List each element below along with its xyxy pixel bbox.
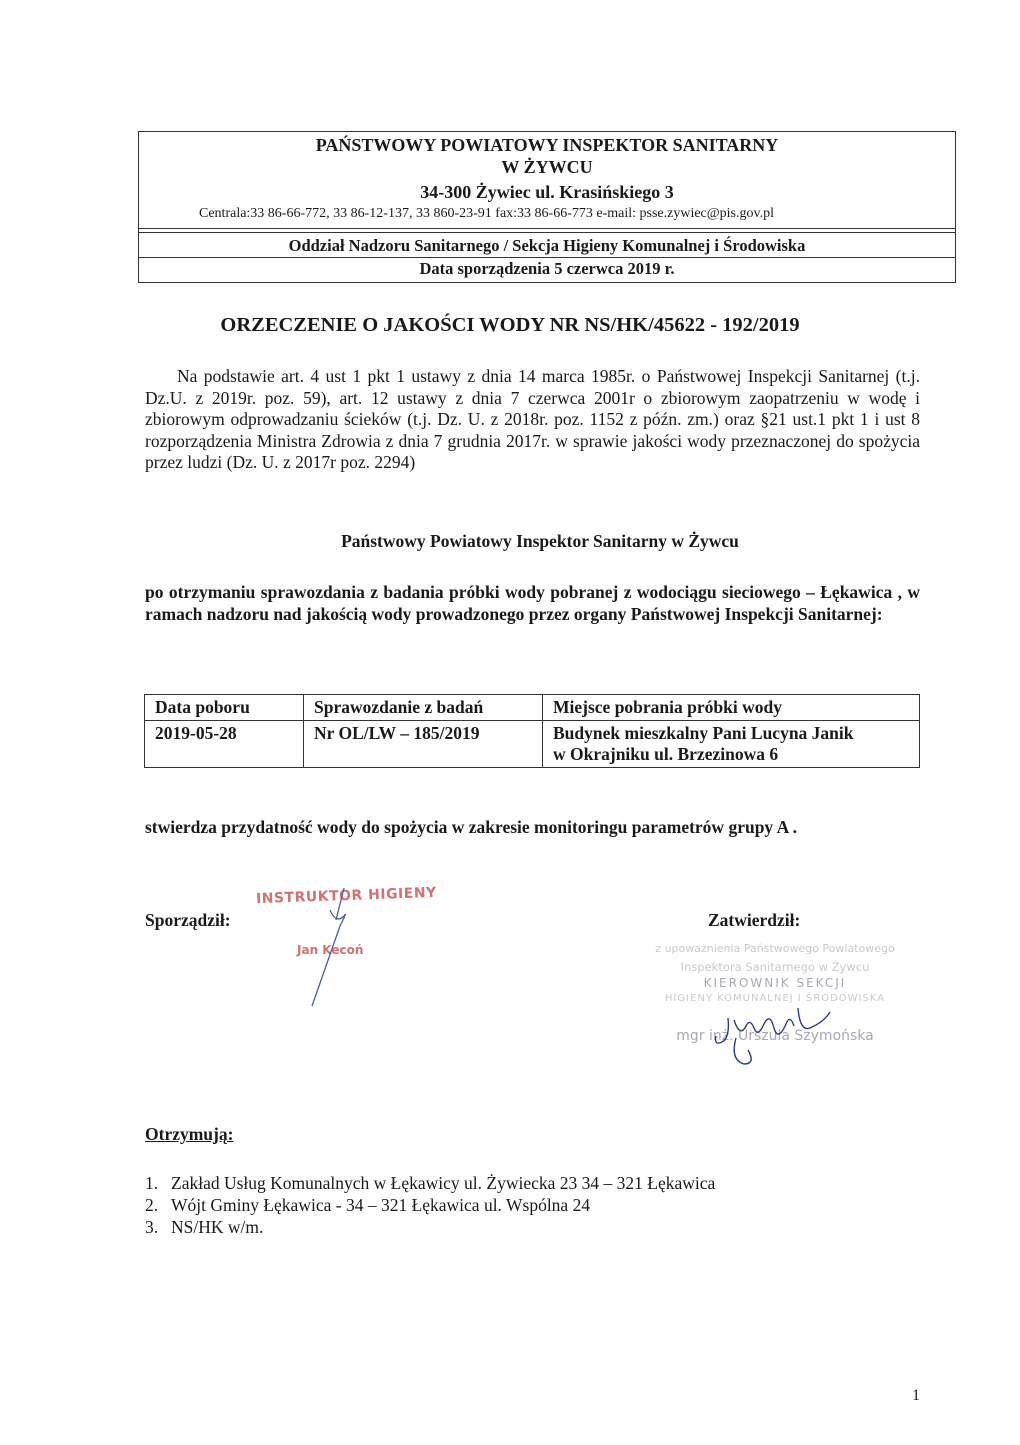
conclusion-text: stwierdza przydatność wody do spożycia w zakresie monitoringu parametrów grupy A . [145,817,798,837]
place-line-2: w Okrajniku ul. Brzezinowa 6 [553,744,779,764]
header-divider-3 [139,257,955,258]
header-sampling-date [145,695,304,721]
issuer-name: Państwowy Powiatowy Inspektor Sanitarny w Żywcu [341,531,739,551]
cell-sampling-date: 2019-05-28 [145,721,304,768]
document-title: ORZECZENIE O JAKOŚCI WODY NR NS/HK/45622 - 192/2019 [220,314,800,336]
stamp-right-line2: Inspektora Sanitarnego w Żywcu [680,960,870,974]
prepared-by-label: Sporządził: [145,910,231,930]
stamp-right-line5: mgr inż. Urszula Szymońska [676,1028,874,1044]
recipient-text: Wójt Gminy Łękawica - 34 – 321 Łękawica ul. Wspólna 24 [171,1195,591,1215]
signature-right-icon [700,998,850,1070]
authority-name: PAŃSTWOWY POWIATOWY INSPEKTOR SANITARNY [315,135,779,155]
list-number: 2. [145,1195,159,1215]
legal-basis-paragraph: Na podstawie art. 4 ust 1 pkt 1 ustawy z dnia 14 marca 1985r. o Państwowej Inspekcji Sanitarnej (t.j. Dz.U. z 2019r. poz. 59), art. 12 ustawy z dnia 7 czerwca 2001r o zbiorowym zaopatrzeniu w wodę i zbiorowym odprowadzaniu ścieków (t.j. Dz. U. z 2018r. poz. 1152 z późn. zm.) oraz §21 ust.1 pkt 1 i ust 8 rozporządzenia Ministra Zdrowia z dnia 7 grudnia 2017r. w sprawie jakości wody przeznaczonej do spożycia przez ludzi (Dz. U. z 2017r poz. 2294) [145,366,920,472]
issue-date: Data sporządzenia 5 czerwca 2019 r. [419,259,675,278]
place-line-1: Budynek mieszkalny Pani Lucyna Janik [553,723,854,743]
authority-address: 34-300 Żywiec ul. Krasińskiego 3 [420,182,674,202]
stamp-right-line1: z upoważnienia Państwowego Powiatowego [655,942,895,955]
header-report [304,695,543,721]
stamp-right-line4: HIGIENY KOMUNALNEJ I ŚRODOWISKA [664,993,886,1004]
stamp-instructor-title: INSTRUKTOR HIGIENY [255,884,437,908]
intro-paragraph: po otrzymaniu sprawozdania z badania próbki wody pobranej z wodociągu sieciowego – Łękawica , w ramach nadzoru nad jakością wody prowadzonego przez organy Państwowej Inspekcji Sanitarnej: [145,582,920,624]
approved-by-label: Zatwierdził: [708,910,801,930]
contact-info: Centrala:33 86-66-772, 33 86-12-137, 33 860-23-91 fax:33 86-66-773 e-mail: psse.zywiec@pis.gov.pl [199,206,774,221]
recipients-heading: Otrzymują: [145,1124,234,1144]
recipient-text: Zakład Usług Komunalnych w Łękawicy ul. Żywiecka 23 34 – 321 Łękawica [171,1173,716,1193]
header-divider [139,228,955,229]
list-item [145,1194,715,1216]
stamp-right-line3: KIEROWNIK SEKCJI [703,976,847,990]
sampling-table [144,694,920,768]
table-row [145,721,920,768]
department-name: Oddział Nadzoru Sanitarnego / Sekcja Higieny Komunalnej i Środowiska [288,236,806,255]
list-item [145,1216,715,1238]
header-label: Data poboru [155,697,250,717]
cell-report-number: Nr OL/LW – 185/2019 [304,721,543,768]
table-header-row [145,695,920,721]
list-number: 3. [145,1217,159,1237]
header-label: Miejsce pobrania próbki wody [553,697,782,717]
cell-sampling-place [543,721,920,768]
header-label: Sprawozdanie z badań [314,697,484,717]
list-number: 1. [145,1173,159,1193]
authority-city: W ŻYWCU [501,157,593,177]
letterhead-box [138,131,956,283]
stamp-instructor-name: Jan Kecoń [297,943,364,957]
header-sampling-place [543,695,920,721]
header-divider-2 [139,232,955,233]
recipient-text: NS/HK w/m. [171,1217,264,1237]
recipients-list [145,1172,715,1238]
list-item [145,1172,715,1194]
page-number: 1 [912,1387,920,1404]
signature-left-icon [300,880,370,1010]
